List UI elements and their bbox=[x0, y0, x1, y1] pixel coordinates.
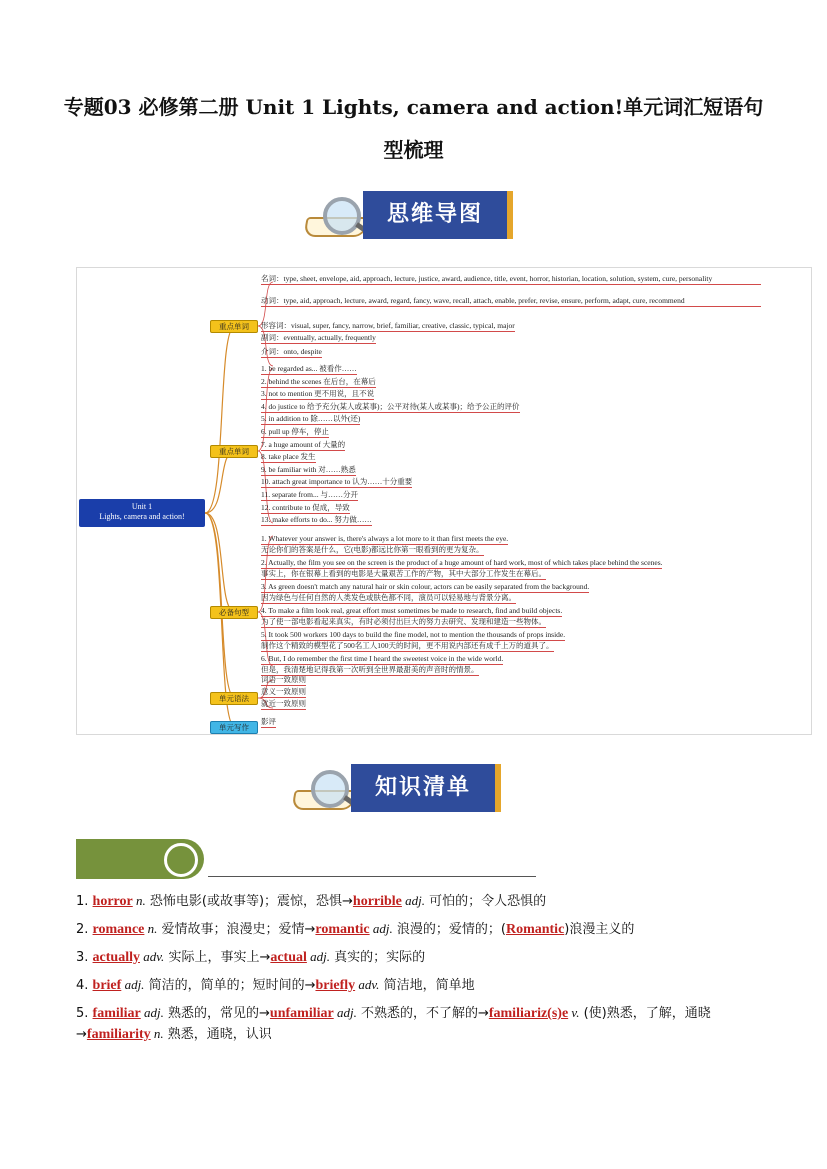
word-line: 名词：type, sheet, envelope, aid, approach, lecture, justice, award, audience, title, event, horror, historian, location, solution, system, cure, personality bbox=[261, 274, 761, 285]
magnifier-icon bbox=[323, 197, 361, 235]
vocab-definition: 简洁的，简单的；短时间的→ bbox=[144, 978, 316, 993]
word-line: 副词：eventually, actually, frequently bbox=[261, 333, 376, 342]
vocab-definition: 浪漫的；爱情的；( bbox=[392, 922, 506, 937]
vocab-definition: 简洁地，简单地 bbox=[379, 978, 475, 993]
branch-key-phrases: 重点单词 bbox=[210, 445, 258, 458]
phrase-line: 9. be familiar with 对……熟悉 bbox=[261, 464, 356, 474]
document-title-line-1: 专题03 必修第二册 Unit 1 Lights, camera and action!单元词汇短语句 bbox=[63, 95, 764, 119]
knowledge-banner bbox=[293, 764, 533, 824]
vocab-word: horror bbox=[92, 894, 133, 909]
sentence-line: 因为绿色与任何自然的人类发色或肤色都不同，演员可以轻易地与背景分离。 bbox=[261, 593, 516, 602]
phrase-line: 6. pull up 停车，停止 bbox=[261, 427, 329, 436]
part-of-speech: n. bbox=[144, 921, 158, 936]
magnifier-icon bbox=[311, 770, 349, 808]
grammar-line: 就近一致原则 bbox=[261, 699, 306, 708]
part-of-speech: n. bbox=[150, 1026, 164, 1041]
mindmap-banner bbox=[305, 191, 545, 251]
phrase-line: 13. make efforts to do... 努力做…… bbox=[261, 515, 372, 525]
part-of-speech: adv. bbox=[355, 977, 380, 992]
phrase-line: 10. attach great importance to 认为……十分重要 bbox=[261, 477, 413, 487]
grammar-line: 词语一致原则 bbox=[261, 675, 306, 684]
vocab-word: Romantic bbox=[505, 922, 565, 937]
sentence-line: 制作这个精致的模型花了500名工人100天的时间，更不用说内部还有成千上万的道具了。 bbox=[261, 641, 554, 650]
vocab-definition: 熟悉的，常见的→ bbox=[163, 1006, 270, 1021]
vocab-definition: 不熟悉的，不了解的→ bbox=[356, 1006, 489, 1021]
vocab-number: 2. bbox=[76, 922, 93, 937]
phrase-line: 4. do justice to 给予充分(某人或某事)；公平对待(某人或某事)；给予公正的评价 bbox=[261, 401, 520, 411]
sentence-line: 无论你们的答案是什么，它(电影)都远比你第一眼看到的更为复杂。 bbox=[261, 545, 484, 554]
vocab-word: briefly bbox=[315, 978, 356, 993]
vocab-entry bbox=[76, 891, 766, 912]
part-of-speech: n. bbox=[132, 893, 146, 908]
sentence-line: 5. It took 500 workers 100 days to build the fine model, not to mention the thousands of props inside. bbox=[261, 630, 566, 639]
part-of-speech: adj. bbox=[369, 921, 393, 936]
sentence-line: 2. Actually, the film you see on the screen is the product of a huge amount of hard work, most of which takes place behind the scenes. bbox=[261, 558, 663, 567]
vocab-word: unfamiliar bbox=[269, 1006, 334, 1021]
part-of-speech: adj. bbox=[121, 977, 145, 992]
vocab-number: 4. bbox=[76, 978, 93, 993]
vocab-word: familiarity bbox=[86, 1027, 151, 1042]
vocab-number: 1. bbox=[76, 894, 93, 909]
vocab-definition: 熟悉，通晓，认识 bbox=[163, 1027, 272, 1042]
mind-map-root: Unit 1 Lights, camera and action! bbox=[79, 499, 205, 527]
vocab-definition: 可怕的；令人恐惧的 bbox=[425, 894, 547, 909]
grammar-line: 意义一致原则 bbox=[261, 687, 306, 696]
branch-key-sentences: 必备句型 bbox=[210, 606, 258, 619]
vocab-word: horrible bbox=[352, 894, 402, 909]
part-of-speech: adj. bbox=[333, 1005, 357, 1020]
mind-map-image bbox=[76, 267, 812, 735]
phrase-line: 11. separate from... 与……分开 bbox=[261, 490, 358, 499]
vocab-word: actually bbox=[92, 950, 140, 965]
phrase-line: 7. a huge amount of 大量的 bbox=[261, 439, 346, 449]
sentence-line: 事实上，你在银幕上看到的电影是大量艰苦工作的产物，其中大部分工作发生在幕后。 bbox=[261, 569, 546, 578]
vocab-definition: )浪漫主义的 bbox=[564, 922, 635, 937]
phrase-line: 8. take place 发生 bbox=[261, 452, 316, 462]
phrase-line: 12. contribute to 促成，导致 bbox=[261, 502, 350, 512]
sentence-line: 6. But, I do remember the first time I heard the sweetest voice in the wide world. bbox=[261, 654, 504, 663]
sentence-line: 4. To make a film look real, great effort must sometimes be made to research, find and build objects. bbox=[261, 606, 563, 615]
vocab-word: romance bbox=[92, 922, 145, 937]
sentence-line: 1. Whatever your answer is, there's always a lot more to it than first meets the eye. bbox=[261, 534, 509, 543]
sentence-line: 3. As green doesn't match any natural hair or skin colour, actors can be easily separated from the background. bbox=[261, 582, 590, 591]
vocab-entry bbox=[76, 1003, 766, 1045]
phrase-line: 1. be regarded as... 被看作…… bbox=[261, 364, 357, 373]
part-of-speech: adv. bbox=[140, 949, 165, 964]
section-header-decoration bbox=[76, 839, 536, 879]
branch-grammar: 单元语法 bbox=[210, 692, 258, 705]
vocab-entry bbox=[76, 947, 766, 968]
vocab-definition: (使)熟悉，了解，通晓→ bbox=[76, 1006, 711, 1042]
vocab-definition: 恐怖电影(或故事等)；震惊，恐惧→ bbox=[145, 894, 353, 909]
vocab-definition: 真实的；实际的 bbox=[330, 950, 426, 965]
phrase-line: 2. behind the scenes 在后台，在幕后 bbox=[261, 376, 376, 386]
writing-line: 影评 bbox=[261, 717, 276, 726]
vocab-word: familiar bbox=[92, 1006, 141, 1021]
vocab-number: 3. bbox=[76, 950, 93, 965]
word-line: 动词：type, aid, approach, lecture, award, regard, fancy, wave, recall, attach, enable, prefer, revise, ensure, perform, adapt, cure, recommend bbox=[261, 296, 761, 307]
vocab-number: 5. bbox=[76, 1006, 93, 1021]
vocab-word: actual bbox=[270, 950, 307, 965]
phrase-line: 3. not to mention 更不用说，且不说 bbox=[261, 389, 375, 399]
branch-writing: 单元写作 bbox=[210, 721, 258, 734]
part-of-speech: adj. bbox=[401, 893, 426, 908]
word-line: 形容词：visual, super, fancy, narrow, brief, familiar, creative, classic, typical, major bbox=[261, 321, 515, 330]
vocab-definition: 实际上，事实上→ bbox=[164, 950, 271, 965]
branch-key-words: 重点单词 bbox=[210, 320, 258, 333]
document-title-line-2: 型梳理 bbox=[383, 138, 444, 162]
knowledge-banner-label: 知识清单 bbox=[351, 764, 501, 812]
mindmap-banner-label: 思维导图 bbox=[363, 191, 513, 239]
part-of-speech: adj. bbox=[306, 949, 331, 964]
vocab-word: romantic bbox=[315, 922, 370, 937]
part-of-speech: v. bbox=[568, 1005, 580, 1020]
vocab-word: familiariz(s)e bbox=[488, 1006, 569, 1021]
vocab-entry bbox=[76, 975, 766, 996]
vocab-entry bbox=[76, 919, 766, 940]
vocab-word: brief bbox=[92, 978, 122, 993]
part-of-speech: adj. bbox=[140, 1005, 164, 1020]
phrase-line: 5. in addition to 除……以外(还) bbox=[261, 414, 361, 424]
sentence-line: 但是，我清楚地记得我第一次听到全世界最甜美的声音时的情景。 bbox=[261, 665, 479, 674]
word-line: 介词：onto, despite bbox=[261, 347, 322, 356]
vocab-definition: 爱情故事；浪漫史；爱情→ bbox=[157, 922, 316, 937]
sentence-line: 为了使一部电影看起来真实，有时必须付出巨大的努力去研究、发现和建造一些物体。 bbox=[261, 617, 546, 626]
